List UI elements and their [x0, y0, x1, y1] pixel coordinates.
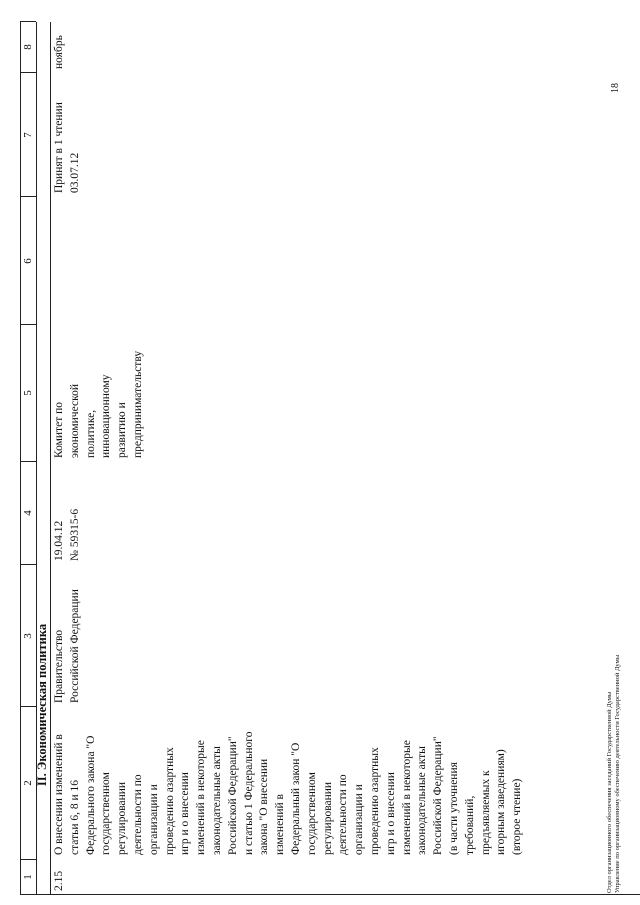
column-header-8: 8	[22, 44, 34, 50]
col-divider-1	[20, 859, 36, 860]
section-title: II. Экономическая политика	[35, 623, 49, 787]
col-divider-4	[20, 461, 36, 462]
section-row-divider	[50, 22, 51, 895]
bill-title: О внесении изменений в статьи 6, 8 и 16 Федерального закона "О государственном регулировании деятельности по организации и проведению азартных игр и о внесении изменений в некоторые законодательные акты Российской Федерации" и статью 1 Федерального закона "О внесении изменений в Федеральный закон "О государственном регулировании деятельности по организации и проведению азартных игр и о внесении изменений в некоторые законодательные акты Российской Федерации" (в части уточнения требований, предъявляемых к игорным заведениям) (второе чтение)	[53, 731, 524, 855]
row-number: 2.15	[53, 870, 65, 891]
col-divider-2	[20, 706, 36, 707]
footer-department: Отдел организационного обеспечения заседаний Государственной Думы	[606, 691, 613, 893]
table-border-top	[20, 22, 21, 895]
column-header-2: 2	[22, 780, 34, 786]
column-header-1: 1	[22, 874, 34, 880]
col-divider-7	[20, 72, 36, 73]
bill-date-number: 19.04.12 № 59315-6	[53, 508, 81, 561]
column-header-5: 5	[22, 390, 34, 396]
table-border-left	[20, 894, 640, 895]
col-divider-6	[20, 196, 36, 197]
table-border-right	[20, 21, 36, 22]
column-header-4: 4	[22, 510, 34, 516]
bill-initiator: Правительство Российской Федерации	[53, 589, 81, 703]
column-header-6: 6	[22, 258, 34, 264]
column-header-3: 3	[22, 633, 34, 639]
column-header-7: 7	[22, 132, 34, 138]
planned-month: ноябрь	[53, 35, 65, 69]
col-divider-5	[20, 324, 36, 325]
col-divider-3	[20, 564, 36, 565]
responsible-committee: Комитет по экономической политике, инновационному развитию и предпринимательству	[53, 350, 144, 458]
footer-directorate: Управление по организационному обеспечению деятельности Государственной Думы	[614, 654, 621, 893]
page-number: 18	[610, 83, 621, 93]
bill-status: Принят в 1 чтении 03.07.12	[53, 102, 81, 193]
